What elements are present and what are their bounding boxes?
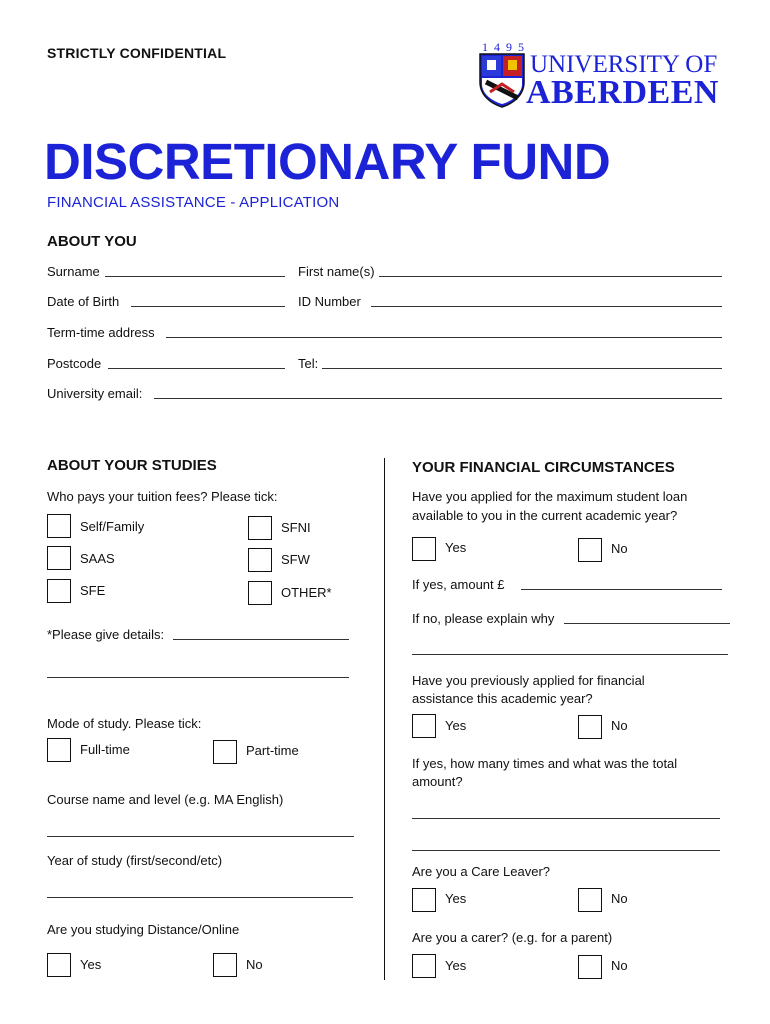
about-you-heading: ABOUT YOU (47, 233, 137, 250)
postcode-field[interactable] (108, 368, 285, 369)
loan-question-line1: Have you applied for the maximum student loan (412, 489, 688, 504)
course-label: Course name and level (e.g. MA English) (47, 792, 284, 807)
self-family-checkbox[interactable] (47, 514, 71, 538)
times-question-line2: amount? (412, 774, 463, 789)
times-field-2[interactable] (412, 850, 720, 851)
prev-yes-checkbox[interactable] (412, 714, 436, 738)
prev-question-line2: assistance this academic year? (412, 691, 593, 706)
saas-checkbox[interactable] (47, 546, 71, 570)
tel-label: Tel: (298, 356, 319, 371)
carer-question: Are you a carer? (e.g. for a parent) (412, 930, 613, 945)
prev-question-line1: Have you previously applied for financial (412, 673, 645, 688)
sfw-label: SFW (281, 552, 310, 567)
logo-aberdeen: ABERDEEN (526, 74, 719, 111)
distance-yes-label: Yes (80, 957, 102, 972)
amount-label: If yes, amount £ (412, 577, 505, 592)
loan-question-line2: available to you in the current academic year? (412, 508, 678, 523)
prev-no-checkbox[interactable] (578, 715, 602, 739)
carer-yes-label: Yes (445, 958, 467, 973)
give-details-field[interactable] (173, 639, 349, 640)
care-leaver-question: Are you a Care Leaver? (412, 864, 551, 879)
distance-yes-checkbox[interactable] (47, 953, 71, 977)
times-question-line1: If yes, how many times and what was the total (412, 756, 678, 771)
id-number-label: ID Number (298, 294, 361, 309)
distance-no-checkbox[interactable] (213, 953, 237, 977)
saas-label: SAAS (80, 551, 115, 566)
loan-no-label: No (611, 541, 628, 556)
loan-yes-checkbox[interactable] (412, 537, 436, 561)
care-leaver-yes-label: Yes (445, 891, 467, 906)
full-time-checkbox[interactable] (47, 738, 71, 762)
give-details-field-2[interactable] (47, 677, 349, 678)
id-number-field[interactable] (371, 306, 722, 307)
sfe-checkbox[interactable] (47, 579, 71, 603)
email-field[interactable] (154, 398, 722, 399)
part-time-label: Part-time (246, 743, 299, 758)
confidential-label: STRICTLY CONFIDENTIAL (47, 45, 227, 61)
full-time-label: Full-time (80, 742, 130, 757)
sfni-checkbox[interactable] (248, 516, 272, 540)
carer-no-checkbox[interactable] (578, 955, 602, 979)
prev-yes-label: Yes (445, 718, 467, 733)
email-label: University email: (47, 386, 143, 401)
page-subtitle: FINANCIAL ASSISTANCE - APPLICATION (47, 194, 340, 211)
give-details-label: *Please give details: (47, 627, 165, 642)
column-divider (384, 458, 385, 980)
year-field[interactable] (47, 897, 353, 898)
loan-yes-label: Yes (445, 540, 467, 555)
course-field[interactable] (47, 836, 354, 837)
other-checkbox[interactable] (248, 581, 272, 605)
explain-field-2[interactable] (412, 654, 728, 655)
amount-field[interactable] (521, 589, 722, 590)
term-address-field[interactable] (166, 337, 722, 338)
logo-year: 1495 (482, 40, 530, 54)
dob-label: Date of Birth (47, 294, 120, 309)
year-label: Year of study (first/second/etc) (47, 853, 223, 868)
other-label: OTHER* (281, 585, 332, 600)
self-family-label: Self/Family (80, 519, 145, 534)
surname-label: Surname (47, 264, 100, 279)
explain-field[interactable] (564, 623, 730, 624)
loan-no-checkbox[interactable] (578, 538, 602, 562)
postcode-label: Postcode (47, 356, 102, 371)
sfw-checkbox[interactable] (248, 548, 272, 572)
care-leaver-no-label: No (611, 891, 628, 906)
carer-no-label: No (611, 958, 628, 973)
dob-field[interactable] (131, 306, 285, 307)
tel-field[interactable] (322, 368, 722, 369)
first-names-label: First name(s) (298, 264, 375, 279)
distance-no-label: No (246, 957, 263, 972)
carer-yes-checkbox[interactable] (412, 954, 436, 978)
university-crest-icon (478, 52, 526, 108)
first-names-field[interactable] (379, 276, 722, 277)
part-time-checkbox[interactable] (213, 740, 237, 764)
sfni-label: SFNI (281, 520, 311, 535)
distance-question: Are you studying Distance/Online (47, 922, 240, 937)
times-field[interactable] (412, 818, 720, 819)
care-leaver-no-checkbox[interactable] (578, 888, 602, 912)
sfe-label: SFE (80, 583, 106, 598)
fees-question: Who pays your tuition fees? Please tick: (47, 489, 278, 504)
logo-university-of: UNIVERSITY OF (530, 51, 718, 78)
page-title: DISCRETIONARY FUND (44, 133, 611, 190)
finance-heading: YOUR FINANCIAL CIRCUMSTANCES (412, 459, 675, 476)
mode-question: Mode of study. Please tick: (47, 716, 202, 731)
explain-label: If no, please explain why (412, 611, 555, 626)
prev-no-label: No (611, 718, 628, 733)
studies-heading: ABOUT YOUR STUDIES (47, 457, 217, 474)
term-address-label: Term-time address (47, 325, 155, 340)
care-leaver-yes-checkbox[interactable] (412, 888, 436, 912)
surname-field[interactable] (105, 276, 285, 277)
